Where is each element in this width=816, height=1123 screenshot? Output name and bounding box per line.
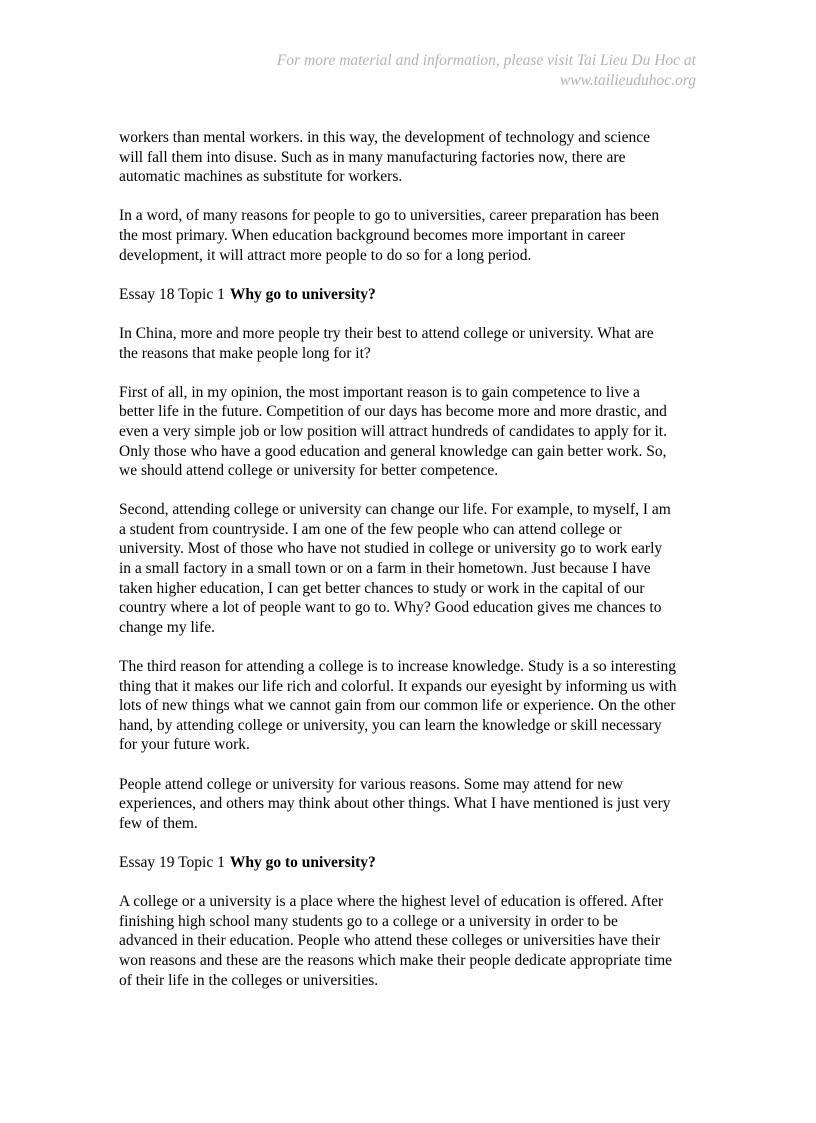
paragraph-line: thing that it makes our life rich and colorful. It expands our eyesight by informing us with: [119, 677, 677, 695]
essay-heading: [119, 285, 709, 305]
header-line-1: For more material and information, please visit Tai Lieu Du Hoc at: [276, 52, 696, 69]
paragraph-line: development, it will attract more people to do so for a long period.: [119, 246, 532, 264]
paragraph-line: People attend college or university for various reasons. Some may attend for new: [119, 775, 624, 793]
paragraph-line: experiences, and others may think about other things. What I have mentioned is just very: [119, 795, 671, 813]
essay-heading: [119, 853, 709, 873]
paragraph-line: taken higher education, I can get better chances to study or work in the capital of our: [119, 579, 645, 597]
paragraph-line: the reasons that make people long for it?: [119, 344, 371, 362]
paragraph-line: better life in the future. Competition of our days has become more and more drastic, and: [119, 403, 667, 421]
paragraph-line: will fall them into disuse. Such as in many manufacturing factories now, there are: [119, 148, 626, 166]
paragraph-line: Second, attending college or university can change our life. For example, to myself, I am: [119, 501, 671, 519]
paragraph-line: the most primary. When education background becomes more important in career: [119, 226, 626, 244]
paragraph-line: of their life in the colleges or universities.: [119, 971, 379, 989]
paragraph-line: change my life.: [119, 618, 215, 636]
paragraph-line: finishing high school many students go to a college or a university in order to be: [119, 912, 618, 930]
paragraph: [119, 657, 709, 755]
paragraph-line: even a very simple job or low position will attract hundreds of candidates to apply for it.: [119, 422, 667, 440]
paragraph-line: advanced in their education. People who attend these colleges or universities have their: [119, 932, 661, 950]
paragraph-line: In a word, of many reasons for people to go to universities, career preparation has been: [119, 207, 660, 225]
essay-heading-prefix: Essay 18 Topic 1: [119, 285, 225, 303]
page-header: [176, 51, 696, 91]
paragraph-line: Only those who have a good education and general knowledge can gain better work. So,: [119, 442, 667, 460]
paragraph-line: university. Most of those who have not studied in college or university go to work early: [119, 540, 663, 558]
paragraph-line: won reasons and these are the reasons which make their people dedicate appropriate time: [119, 951, 673, 969]
paragraph-line: automatic machines as substitute for workers.: [119, 168, 403, 186]
paragraph-line: we should attend college or university for better competence.: [119, 462, 499, 480]
essay-heading-prefix: Essay 19 Topic 1: [119, 853, 225, 871]
paragraph: [119, 775, 709, 834]
essay-heading-title: Why go to university?: [229, 285, 376, 303]
paragraph: [119, 500, 709, 637]
paragraph-line: a student from countryside. I am one of the few people who can attend college or: [119, 520, 622, 538]
paragraph-line: few of them.: [119, 814, 198, 832]
paragraph-line: lots of new things what we cannot gain from our common life or experience. On the other: [119, 697, 676, 715]
paragraph-line: hand, by attending college or university, you can learn the knowledge or skill necessary: [119, 716, 662, 734]
essay-heading-title: Why go to university?: [229, 853, 376, 871]
paragraph-line: A college or a university is a place where the highest level of education is offered. After: [119, 893, 664, 911]
paragraph-line: in a small factory in a small town or on a farm in their hometown. Just because I have: [119, 560, 651, 578]
paragraph-line: First of all, in my opinion, the most important reason is to gain competence to live a: [119, 383, 640, 401]
paragraph-line: country where a lot of people want to go to. Why? Good education gives me chances to: [119, 599, 662, 617]
paragraph: [119, 383, 709, 481]
paragraph: [119, 206, 709, 265]
header-line-2: www.tailieuduhoc.org: [559, 72, 696, 89]
paragraph: [119, 324, 709, 363]
paragraph: [119, 128, 709, 187]
paragraph: [119, 892, 709, 990]
paragraph-line: workers than mental workers. in this way, the development of technology and science: [119, 129, 651, 146]
document-body: [119, 128, 709, 1010]
paragraph-line: In China, more and more people try their best to attend college or university. What are: [119, 324, 654, 342]
paragraph-line: The third reason for attending a college is to increase knowledge. Study is a so interesting: [119, 658, 676, 676]
paragraph-line: for your future work.: [119, 736, 250, 754]
